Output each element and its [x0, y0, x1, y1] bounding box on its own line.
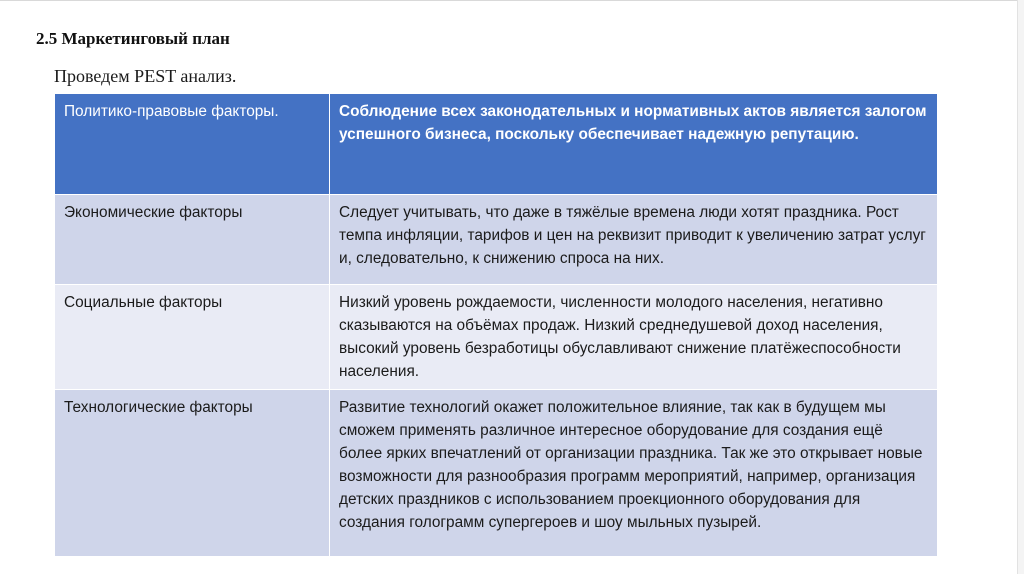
right-edge	[1017, 0, 1024, 574]
table-row-technological	[55, 390, 938, 557]
description-cell: Соблюдение всех законодательных и нормативных актов является залогом успешного бизнеса, поскольку обеспечивает надежную репутацию.	[330, 94, 938, 195]
factor-cell: Политико-правовые факторы.	[55, 94, 330, 195]
table-row-political	[55, 94, 938, 195]
top-border	[0, 0, 1024, 1]
pest-table	[54, 93, 938, 557]
slide-title: 2.5 Маркетинговый план	[36, 29, 230, 48]
factor-cell: Экономические факторы	[55, 195, 330, 285]
description-cell: Развитие технологий окажет положительное влияние, так как в будущем мы сможем применять различное интересное оборудование для создания ещё более ярких впечатлений от организации праздника. Так же это открывает новые возможности для разнообразия программ мероприятий, например, организация детских праздников с использованием проекционного оборудования для создания голограмм супергероев и шоу мыльных пузырей.	[330, 390, 938, 557]
description-cell: Низкий уровень рождаемости, численности молодого населения, негативно сказываются на объёмах продаж. Низкий среднедушевой доход населения, высокий уровень безработицы обуславливают снижение платёжеспособности населения.	[330, 285, 938, 390]
factor-cell: Социальные факторы	[55, 285, 330, 390]
description-cell: Следует учитывать, что даже в тяжёлые времена люди хотят праздника. Рост темпа инфляции, тарифов и цен на реквизит приводит к увеличению затрат услуг и, следовательно, к снижению спроса на них.	[330, 195, 938, 285]
table-row-social	[55, 285, 938, 390]
factor-cell: Технологические факторы	[55, 390, 330, 557]
table-row-economic	[55, 195, 938, 285]
slide-subtitle: Проведем PEST анализ.	[54, 66, 237, 86]
